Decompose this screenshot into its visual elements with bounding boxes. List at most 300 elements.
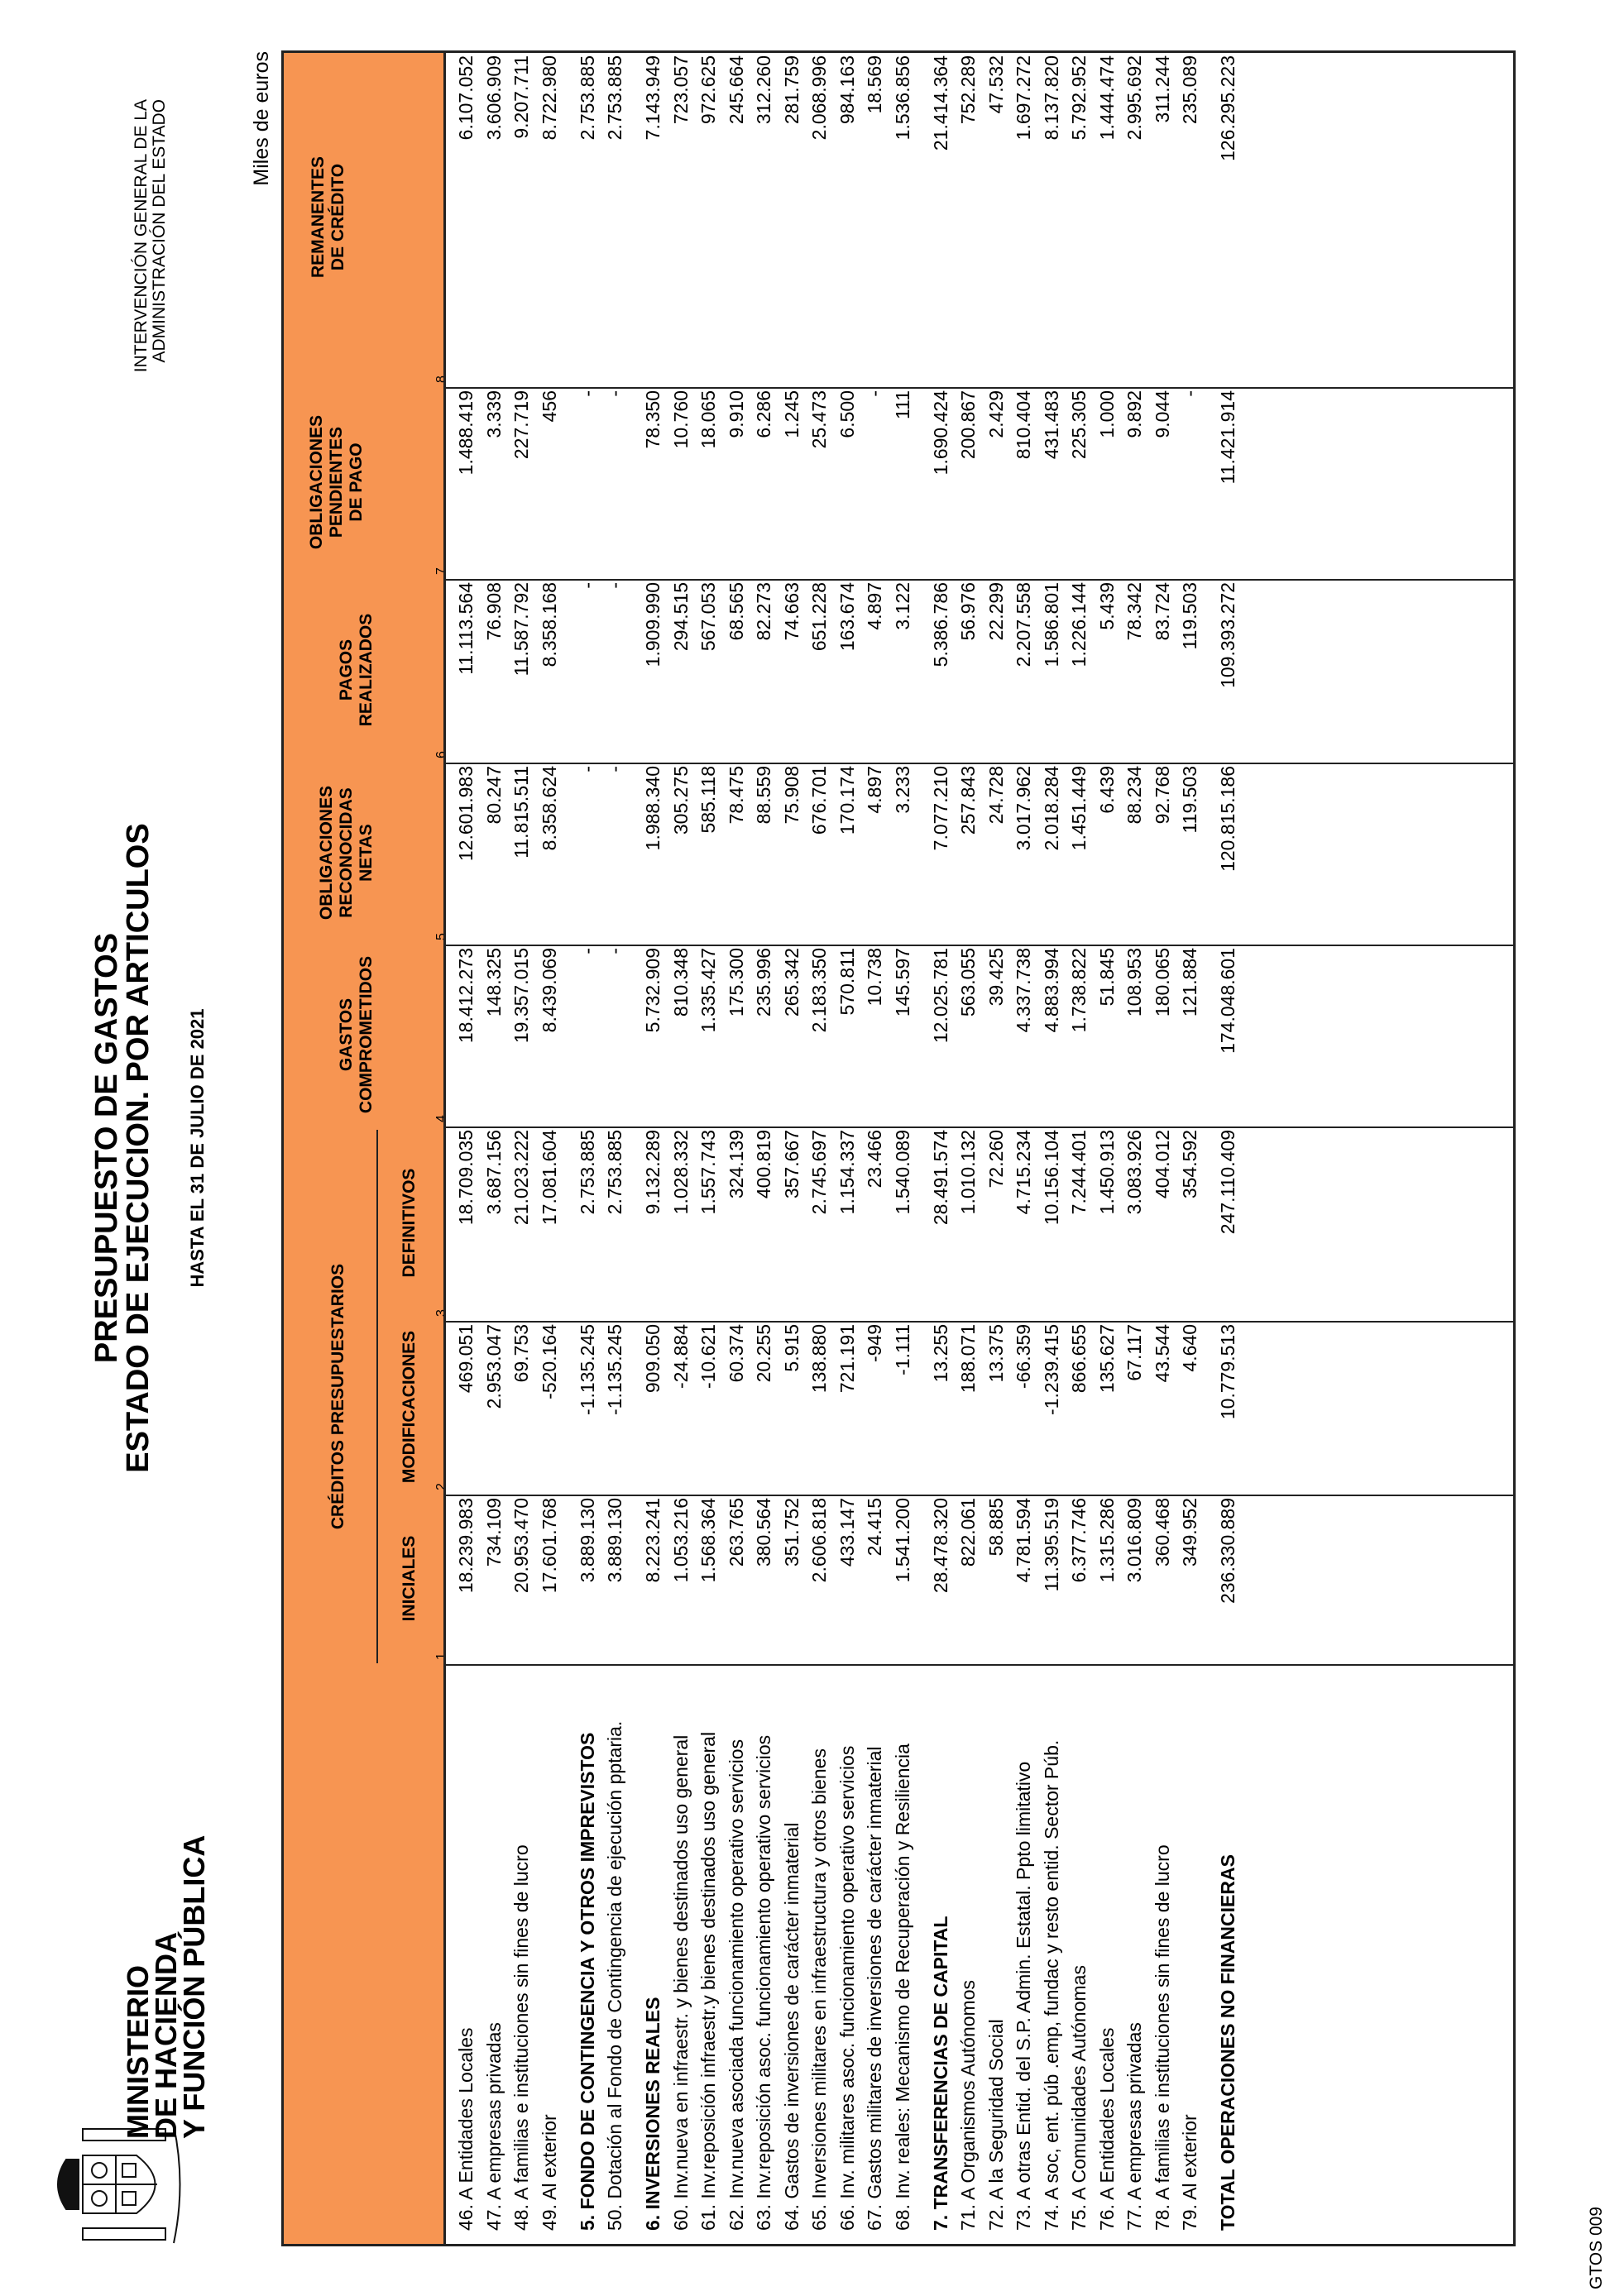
cell-value: 676.701 <box>808 766 830 835</box>
row-label: 49. Al exterior <box>538 2114 560 2231</box>
cell-value: 18.065 <box>697 390 719 449</box>
cell-value: 9.044 <box>1151 390 1173 438</box>
cell-value: 7.244.401 <box>1068 1130 1090 1215</box>
cell-value: 349.952 <box>1179 1498 1200 1567</box>
cell-value: 1.697.272 <box>1013 55 1034 141</box>
table-body <box>443 50 1516 2246</box>
col-pagos-line: REALIZADOS <box>357 613 376 727</box>
row-label: 67. Gastos militares de inversiones de carácter inmaterial <box>864 1746 885 2231</box>
cell-value: 10.779.513 <box>1217 1324 1238 1420</box>
table-row <box>601 48 628 2244</box>
cell-value: 51.845 <box>1095 948 1118 1007</box>
cell-value: 138.880 <box>808 1324 830 1394</box>
cell-value: 5.386.786 <box>929 582 951 667</box>
cell-value: 311.244 <box>1151 55 1173 123</box>
cell-value: 5.732.909 <box>642 948 663 1033</box>
cell-value: 1.536.856 <box>891 55 913 141</box>
cell-value: -1.111 <box>891 1324 913 1375</box>
cell-value: 1.245 <box>780 390 802 438</box>
table-row <box>889 48 916 2244</box>
row-label: 79. Al exterior <box>1179 2114 1200 2231</box>
cell-value: 58.885 <box>984 1498 1007 1557</box>
cell-value: 39.425 <box>984 948 1007 1007</box>
col-number: 8 <box>434 375 448 383</box>
col-comprometidos <box>337 944 376 1126</box>
table-row <box>1038 48 1065 2244</box>
cell-value: 21.023.222 <box>510 1130 532 1226</box>
table-row <box>481 48 507 2244</box>
cell-value: 5.915 <box>780 1324 802 1372</box>
cell-value: 2.745.697 <box>808 1130 830 1215</box>
col-obligaciones-line: RECONOCIDAS <box>337 787 356 918</box>
cell-value: 25.473 <box>808 390 830 449</box>
row-label: 7. TRANSFERENCIAS DE CAPITAL <box>929 1916 951 2231</box>
cell-value: 1.451.449 <box>1068 766 1090 851</box>
cell-value: 20.953.470 <box>510 1498 532 1594</box>
cell-value: 810.404 <box>1013 390 1034 460</box>
cell-value: - <box>604 390 625 397</box>
row-label: 48. A familias e instituciones sin fines de lucro <box>510 1844 532 2231</box>
cell-value: 11.587.792 <box>510 582 532 677</box>
cell-value: 1.586.801 <box>1040 582 1062 667</box>
row-label: 65. Inversiones militares en infraestructura y otros bienes <box>808 1748 830 2231</box>
cell-value: 7.143.949 <box>642 55 663 141</box>
table-row <box>834 48 860 2244</box>
cell-value: 456 <box>538 390 560 423</box>
col-number: 3 <box>434 1309 448 1317</box>
cell-value: -1.135.245 <box>604 1324 625 1415</box>
cell-value: 11.395.519 <box>1040 1498 1062 1592</box>
cell-value: 78.342 <box>1123 582 1145 641</box>
cell-value: 357.667 <box>780 1130 802 1199</box>
row-label: 77. A empresas privadas <box>1123 2022 1145 2231</box>
cell-value: 2.953.047 <box>482 1324 505 1409</box>
cell-value: 78.475 <box>725 766 747 825</box>
cell-value: 8.358.168 <box>538 582 560 667</box>
cell-value: 7.077.210 <box>929 766 951 851</box>
cell-value: 404.012 <box>1151 1130 1173 1199</box>
cell-value: 3.016.809 <box>1123 1498 1145 1583</box>
cell-value: 92.768 <box>1151 766 1173 825</box>
cell-value: 11.421.914 <box>1217 390 1238 485</box>
row-label: 71. A Organismos Autónomos <box>957 1979 979 2231</box>
cell-value: 4.883.994 <box>1040 948 1062 1033</box>
cell-value: 351.752 <box>780 1498 802 1567</box>
col-pagos <box>337 578 376 762</box>
cell-value: 4.897 <box>864 766 885 814</box>
cell-value: 17.601.768 <box>538 1498 560 1594</box>
cell-value: 400.819 <box>753 1130 774 1199</box>
cell-value: 433.147 <box>836 1498 858 1567</box>
cell-value: 72.260 <box>984 1130 1007 1189</box>
igae-line: ADMINISTRACIÓN DEL ESTADO <box>150 99 169 363</box>
creditos-group-label: CRÉDITOS PRESUPUESTARIOS <box>328 1263 347 1530</box>
cell-value: 354.592 <box>1179 1130 1200 1199</box>
cell-value: 2.207.558 <box>1013 582 1034 667</box>
cell-value: 2.068.996 <box>808 55 830 141</box>
cell-value: 28.491.574 <box>929 1130 951 1226</box>
cell-value: 984.163 <box>836 55 858 125</box>
cell-value: 4.640 <box>1179 1324 1200 1372</box>
cell-value: 200.867 <box>957 390 979 460</box>
cell-value: 76.908 <box>482 582 505 641</box>
cell-value: 431.483 <box>1040 390 1062 460</box>
col-obligaciones-line: OBLIGACIONES <box>317 785 336 921</box>
cell-value: 822.061 <box>957 1498 979 1567</box>
col-pendientes-line: OBLIGACIONES <box>307 414 326 550</box>
cell-value: 6.107.052 <box>455 55 477 141</box>
cell-value: 1.541.200 <box>891 1498 913 1583</box>
cell-value: - <box>604 582 625 589</box>
cell-value: 281.759 <box>780 55 802 125</box>
cell-value: 9.207.711 <box>510 55 532 139</box>
col-number: 1 <box>434 1653 448 1660</box>
cell-value: 83.724 <box>1151 582 1173 641</box>
cell-value: 1.154.337 <box>836 1130 858 1215</box>
cell-value: 6.377.746 <box>1068 1498 1090 1583</box>
cell-value: 235.996 <box>753 948 774 1017</box>
col-pendientes <box>307 386 366 578</box>
cell-value: 119.503 <box>1179 582 1200 650</box>
cell-value: 3.889.130 <box>576 1498 598 1583</box>
cell-value: 10.738 <box>864 948 885 1007</box>
cell-value: 1.335.427 <box>697 948 719 1033</box>
cell-value: 752.289 <box>957 55 979 125</box>
cell-value: 2.995.692 <box>1123 55 1145 141</box>
cell-value: 2.429 <box>984 390 1007 438</box>
cell-value: 121.884 <box>1179 948 1200 1017</box>
col-remanentes-line: REMANENTES <box>309 156 328 279</box>
cell-value: 247.110.409 <box>1217 1130 1238 1235</box>
cell-value: 245.664 <box>725 55 747 125</box>
cell-value: 23.466 <box>864 1130 885 1189</box>
cell-value: 3.122 <box>891 582 913 630</box>
cell-value: 1.909.990 <box>642 582 663 667</box>
cell-value: 43.544 <box>1151 1324 1173 1383</box>
row-label: 68. Inv. reales: Mecanismo de Recuperación y Resiliencia <box>891 1744 913 2231</box>
cell-value: 225.305 <box>1068 390 1090 460</box>
cell-value: 227.719 <box>510 390 532 460</box>
cell-value: 469.051 <box>455 1324 477 1394</box>
row-label: 66. Inv. militares asoc. funcionamiento operativo servicios <box>836 1745 858 2231</box>
cell-value: 1.028.332 <box>669 1130 692 1215</box>
cell-value: 3.889.130 <box>604 1498 625 1583</box>
cell-value: -949 <box>864 1324 885 1363</box>
cell-value: 1.000 <box>1095 390 1118 438</box>
cell-value: 6.286 <box>753 390 774 438</box>
cell-value: 2.753.885 <box>576 55 598 141</box>
cell-value: 74.663 <box>780 582 802 641</box>
row-label: 63. Inv.reposición asoc. funcionamiento operativo servicios <box>753 1734 774 2231</box>
cell-value: 24.415 <box>864 1498 885 1557</box>
cell-value: 119.503 <box>1179 766 1200 834</box>
cell-value: 3.339 <box>482 390 505 438</box>
table-row <box>778 48 805 2244</box>
cell-value: 109.393.272 <box>1217 582 1238 688</box>
cell-value: 1.315.286 <box>1095 1498 1118 1583</box>
cell-value: 2.606.818 <box>808 1498 830 1583</box>
cell-value: 8.358.624 <box>538 766 560 851</box>
igae-line: INTERVENCIÓN GENERAL DE LA <box>132 99 151 373</box>
col-obligaciones <box>317 762 376 944</box>
group-underline <box>376 1130 378 1663</box>
cell-value: 324.139 <box>725 1130 747 1199</box>
cell-value: 24.728 <box>984 766 1007 825</box>
row-label: 64. Gastos de inversiones de carácter inmaterial <box>780 1822 802 2231</box>
cell-value: 135.627 <box>1095 1324 1118 1394</box>
ministry-line: MINISTERIO <box>121 1964 155 2139</box>
col-number: 2 <box>434 1483 448 1490</box>
row-label: 62. Inv.nueva asociada funcionamiento operativo servicios <box>725 1739 747 2231</box>
table-row <box>723 48 750 2244</box>
row-label: 5. FONDO DE CONTINGENCIA Y OTROS IMPREVISTOS <box>576 1732 598 2231</box>
cell-value: 257.843 <box>957 766 979 835</box>
row-label: 78. A familias e instituciones sin fines de lucro <box>1151 1844 1173 2231</box>
cell-value: 2.753.885 <box>576 1130 598 1215</box>
cell-value: 5.792.952 <box>1068 55 1090 141</box>
row-label: 50. Dotación al Fondo de Contingencia de ejecución pptaria. <box>604 1720 625 2231</box>
cell-value: 972.625 <box>697 55 719 125</box>
cell-value: 188.071 <box>957 1324 979 1394</box>
cell-value: 69.753 <box>510 1324 532 1383</box>
cell-value: 18.412.273 <box>455 948 477 1044</box>
cell-value: 8.223.241 <box>642 1498 663 1583</box>
cell-value: 13.255 <box>929 1324 951 1383</box>
cell-value: - <box>604 766 625 773</box>
col-remanentes <box>309 48 348 386</box>
cell-value: 567.053 <box>697 582 719 652</box>
table-row <box>1121 48 1147 2244</box>
col-comprometidos-line: COMPROMETIDOS <box>357 955 376 1114</box>
row-label: 61. Inv.reposición infraestr.y bienes destinados uso general <box>697 1731 719 2231</box>
cell-value: 88.234 <box>1123 766 1145 825</box>
title-line-1: PRESUPUESTO DE GASTOS <box>89 932 124 1364</box>
row-label: 73. A otras Entid. del S.P. Admin. Estatal. Ppto limitativo <box>1013 1761 1034 2231</box>
units-label: Miles de euros <box>250 51 273 186</box>
cell-value: - <box>864 390 885 397</box>
cell-value: 111 <box>891 390 913 419</box>
cell-value: 651.228 <box>808 582 830 652</box>
table-row <box>508 48 534 2244</box>
cell-value: 120.815.186 <box>1217 766 1238 872</box>
col-comprometidos-line: GASTOS <box>337 997 356 1072</box>
table-row <box>861 48 888 2244</box>
cell-value: 13.375 <box>984 1324 1007 1383</box>
table-row <box>695 48 721 2244</box>
cell-value: 723.057 <box>669 55 692 125</box>
col-modificaciones: MODIFICACIONES <box>400 1330 419 1484</box>
cell-value: 8.137.820 <box>1040 55 1062 141</box>
col-pagos-line: PAGOS <box>337 639 356 701</box>
row-label: 60. Inv.nueva en infraestr. y bienes destinados uso general <box>669 1734 692 2231</box>
cell-value: 60.374 <box>725 1324 747 1383</box>
cell-value: 1.010.132 <box>957 1130 979 1215</box>
cell-value: 563.055 <box>957 948 979 1017</box>
cell-value: 12.025.781 <box>929 948 951 1044</box>
cell-value: 180.065 <box>1151 948 1173 1017</box>
row-label: 76. A Entidades Locales <box>1095 2027 1118 2231</box>
cell-value: 10.760 <box>669 390 692 449</box>
cell-value: 3.687.156 <box>482 1130 505 1215</box>
row-label: 46. A Entidades Locales <box>455 2027 477 2231</box>
table-row <box>983 48 1009 2244</box>
col-pendientes-line: DE PAGO <box>347 442 366 522</box>
cell-value: -520.164 <box>538 1324 560 1399</box>
row-label: 72. A la Seguridad Social <box>984 2019 1007 2231</box>
ministry-line: DE HACIENDA <box>149 1931 183 2139</box>
cell-value: 18.239.983 <box>455 1498 477 1594</box>
cell-value: 56.976 <box>957 582 979 641</box>
table-row <box>536 48 563 2244</box>
cell-value: 1.444.474 <box>1095 55 1118 141</box>
cell-value: 312.260 <box>753 55 774 125</box>
cell-value: 4.337.738 <box>1013 948 1034 1033</box>
cell-value: 148.325 <box>482 948 505 1017</box>
cell-value: 78.350 <box>642 390 663 449</box>
cell-value: 11.113.564 <box>455 582 477 675</box>
col-number: 6 <box>434 751 448 758</box>
cell-value: 1.690.424 <box>929 390 951 476</box>
cell-value: 380.564 <box>753 1498 774 1567</box>
table-row <box>1010 48 1037 2244</box>
cell-value: 1.053.216 <box>669 1498 692 1583</box>
row-label: TOTAL OPERACIONES NO FINANCIERAS <box>1217 1854 1238 2231</box>
col-iniciales: INICIALES <box>400 1535 419 1622</box>
cell-value: 68.565 <box>725 582 747 641</box>
cell-value: 5.439 <box>1095 582 1118 630</box>
table-row <box>1066 48 1092 2244</box>
cell-value: -66.359 <box>1013 1324 1034 1390</box>
cell-value: 236.330.889 <box>1217 1498 1238 1604</box>
table-section-row <box>1214 48 1241 2244</box>
cell-value: 2.753.885 <box>604 55 625 141</box>
table-row <box>453 48 479 2244</box>
report-date: HASTA EL 31 DE JULIO DE 2021 <box>187 1008 208 1288</box>
cell-value: 75.908 <box>780 766 802 825</box>
cell-value: -1.135.245 <box>576 1324 598 1415</box>
table-row <box>668 48 694 2244</box>
cell-value: 9.132.289 <box>642 1130 663 1215</box>
cell-value: -10.621 <box>697 1324 719 1390</box>
table-header <box>281 50 448 2246</box>
cell-value: 67.117 <box>1123 1324 1145 1381</box>
cell-value: 21.414.364 <box>929 55 951 151</box>
cell-value: 108.953 <box>1123 948 1145 1017</box>
cell-value: 1.568.364 <box>697 1498 719 1583</box>
table-row <box>1149 48 1176 2244</box>
cell-value: 47.532 <box>984 55 1007 114</box>
cell-value: 866.655 <box>1068 1324 1090 1394</box>
cell-value: 3.017.962 <box>1013 766 1034 851</box>
cell-value: 175.300 <box>725 948 747 1017</box>
cell-value: 1.226.144 <box>1068 582 1090 667</box>
cell-value: 360.468 <box>1151 1498 1173 1567</box>
cell-value: 9.910 <box>725 390 747 438</box>
cell-value: - <box>576 390 598 397</box>
col-pendientes-line: PENDIENTES <box>327 426 346 538</box>
cell-value: - <box>1179 390 1200 397</box>
cell-value: 82.273 <box>753 582 774 641</box>
table-section-row <box>927 48 954 2244</box>
cell-value: 265.342 <box>780 948 802 1017</box>
cell-value: 80.247 <box>482 766 505 825</box>
cell-value: 12.601.983 <box>455 766 477 862</box>
table-row <box>1094 48 1120 2244</box>
cell-value: - <box>576 948 598 954</box>
cell-value: - <box>576 582 598 589</box>
cell-value: 174.048.601 <box>1217 948 1238 1054</box>
cell-value: 88.559 <box>753 766 774 825</box>
cell-value: 18.569 <box>864 55 885 114</box>
cell-value: 17.081.604 <box>538 1130 560 1226</box>
cell-value: 294.515 <box>669 582 692 652</box>
cell-value: - <box>576 766 598 773</box>
ministry-line: Y FUNCIÓN PÚBLICA <box>177 1834 211 2139</box>
cell-value: 734.109 <box>482 1498 505 1567</box>
row-label: 47. A empresas privadas <box>482 2022 505 2231</box>
table-section-row <box>574 48 601 2244</box>
col-number: 5 <box>434 933 448 940</box>
cell-value: - <box>604 948 625 954</box>
col-remanentes-line: DE CRÉDITO <box>328 163 347 271</box>
cell-value: 2.183.350 <box>808 948 830 1033</box>
cell-value: 4.715.234 <box>1013 1130 1034 1215</box>
cell-value: 145.597 <box>891 948 913 1017</box>
cell-value: -24.884 <box>669 1324 692 1390</box>
cell-value: 585.118 <box>697 766 719 834</box>
execution-table <box>281 50 1516 2246</box>
cell-value: 2.753.885 <box>604 1130 625 1215</box>
col-definitivos: DEFINITIVOS <box>400 1168 419 1278</box>
cell-value: 11.815.511 <box>510 766 532 859</box>
row-label: 75. A Comunidades Autónomas <box>1068 1965 1090 2231</box>
cell-value: 2.018.284 <box>1040 766 1062 851</box>
cell-value: 3.083.926 <box>1123 1130 1145 1215</box>
cell-value: 28.478.320 <box>929 1498 951 1594</box>
cell-value: 4.897 <box>864 582 885 630</box>
cell-value: 570.811 <box>836 948 858 1016</box>
title-line-2: ESTADO DE EJECUCION. POR ARTICULOS <box>121 823 156 1473</box>
report-code: GTOS 009 <box>1587 2207 1606 2289</box>
table-section-row <box>640 48 666 2244</box>
cell-value: 4.781.594 <box>1013 1498 1034 1583</box>
cell-value: 1.450.913 <box>1095 1130 1118 1215</box>
cell-value: 810.348 <box>669 948 692 1017</box>
cell-value: 3.233 <box>891 766 913 814</box>
cell-value: 8.439.069 <box>538 948 560 1033</box>
cell-value: 1.557.743 <box>697 1130 719 1215</box>
table-row <box>750 48 777 2244</box>
cell-value: 170.174 <box>836 766 858 835</box>
cell-value: 163.674 <box>836 582 858 652</box>
cell-value: 6.500 <box>836 390 858 438</box>
col-number: 4 <box>434 1115 448 1122</box>
cell-value: 126.295.223 <box>1217 55 1238 161</box>
cell-value: 3.606.909 <box>482 55 505 141</box>
cell-value: 6.439 <box>1095 766 1118 814</box>
table-row <box>806 48 832 2244</box>
table-row <box>955 48 981 2244</box>
cell-value: 9.892 <box>1123 390 1145 438</box>
igae-label <box>132 99 169 372</box>
cell-value: 1.988.340 <box>642 766 663 851</box>
col-number: 7 <box>434 567 448 575</box>
cell-value: 1.738.822 <box>1068 948 1090 1033</box>
table-row <box>1176 48 1203 2244</box>
row-label: 6. INVERSIONES REALES <box>642 1997 663 2231</box>
cell-value: 1.540.089 <box>891 1130 913 1215</box>
cell-value: 10.156.104 <box>1040 1130 1062 1226</box>
